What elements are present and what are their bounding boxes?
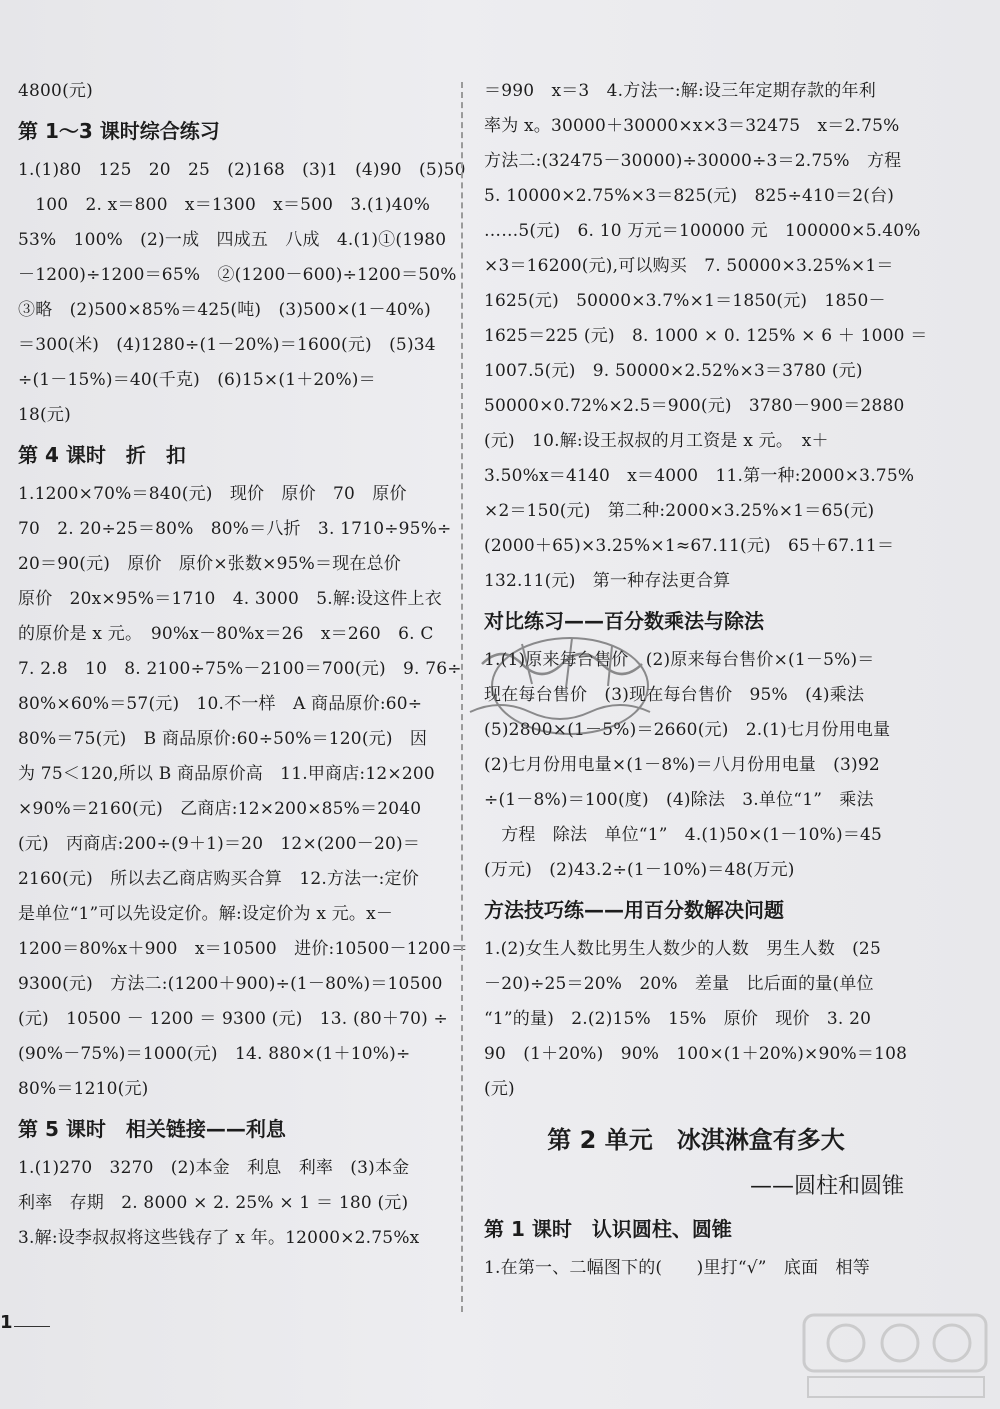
page-number: [0, 1312, 60, 1342]
page-number-rule: [14, 1326, 50, 1327]
text-line: ＝990 x＝3 4.方法一:解:设三年定期存款的年利: [484, 81, 876, 101]
left-column: [18, 74, 469, 1256]
text-line: 2160(元) 所以去乙商店购买合算 12.方法一:定价: [18, 869, 419, 889]
text-line: 100 2. x＝800 x＝1300 x＝500 3.(1)40%: [18, 195, 431, 215]
text-line: 90 (1＋20%) 90% 100×(1＋20%)×90%＝108: [484, 1044, 908, 1064]
text-line: 原价 20x×95%＝1710 4. 3000 5.解:设这件上衣: [18, 589, 442, 609]
text-line: 1625＝225 (元) 8. 1000 × 0. 125% × 6 ＋ 1000 ＝: [484, 326, 928, 346]
section-heading: 第 4 课时 折 扣: [18, 443, 186, 467]
text-line: (2000＋65)×3.25%×1≈67.11(元) 65＋67.11＝: [484, 536, 895, 556]
text-line: (5)2800×(1－5%)＝2660(元) 2.(1)七月份用电量: [484, 720, 891, 740]
text-line: 80%×60%＝57(元) 10.不一样 A 商品原价:60÷: [18, 694, 423, 714]
text-line: ＝300(米) (4)1280÷(1－20%)＝1600(元) (5)34: [18, 335, 436, 355]
text-line: “1”的量) 2.(2)15% 15% 原价 现价 3. 20: [484, 1009, 872, 1029]
text-line: (元): [484, 1079, 515, 1099]
text-line: 利率 存期 2. 8000 × 2. 25% × 1 ＝ 180 (元): [18, 1193, 409, 1213]
text-line: ÷(1－15%)＝40(千克) (6)15×(1＋20%)＝: [18, 370, 376, 390]
text-line: 9300(元) 方法二:(1200＋900)÷(1－80%)＝10500: [18, 974, 443, 994]
text-line: (90%－75%)＝1000(元) 14. 880×(1＋10%)÷: [18, 1044, 411, 1064]
handwritten-stamp: [452, 624, 682, 742]
text-line: ×3＝16200(元),可以购买 7. 50000×3.25%×1＝: [484, 256, 894, 276]
text-line: ÷(1－8%)＝100(度) (4)除法 3.单位“1” 乘法: [484, 790, 874, 810]
text-line: (元) 10.解:设王叔叔的月工资是 x 元。 x＋: [484, 431, 829, 451]
text-line: 1.(1)80 125 20 25 (2)168 (3)1 (4)90 (5)50: [18, 160, 466, 180]
watermark-logo: [800, 1311, 990, 1403]
section-heading: 对比练习——百分数乘法与除法: [484, 609, 764, 633]
text-line: 的原价是 x 元。 90%x－80%x＝26 x＝260 6. C: [18, 624, 434, 644]
text-line: ×2＝150(元) 第二种:2000×3.25%×1＝65(元): [484, 501, 875, 521]
section-heading: 第 1～3 课时综合练习: [18, 119, 220, 143]
text-line: －1200)÷1200＝65% ②(1200－600)÷1200＝50%: [18, 265, 457, 285]
text-line: 方程 除法 单位“1” 4.(1)50×(1－10%)＝45: [484, 825, 883, 845]
text-line: 1.(2)女生人数比男生人数少的人数 男生人数 (25: [484, 939, 881, 959]
text-line: 7. 2.8 10 8. 2100÷75%－2100＝700(元) 9. 76÷: [18, 659, 462, 679]
text-line: 70 2. 20÷25＝80% 80%＝八折 3. 1710÷95%÷: [18, 519, 452, 539]
text-line: 4800(元): [18, 81, 93, 101]
text-line: 80%＝1210(元): [18, 1079, 149, 1099]
text-line: 现在每台售价 (3)现在每台售价 95% (4)乘法: [484, 685, 865, 705]
text-line: 50000×0.72%×2.5＝900(元) 3780－900＝2880: [484, 396, 905, 416]
text-line: 3.解:设李叔叔将这些钱存了 x 年。12000×2.75%x: [18, 1228, 420, 1248]
text-line: 1.在第一、二幅图下的( )里打“√” 底面 相等: [484, 1258, 870, 1278]
page-number-text: 1: [0, 1312, 13, 1333]
text-line: 18(元): [18, 405, 71, 425]
text-line: 3.50%x＝4140 x＝4000 11.第一种:2000×3.75%: [484, 466, 915, 486]
section-heading: 第 5 课时 相关链接——利息: [18, 1117, 286, 1141]
text-line: ③略 (2)500×85%＝425(吨) (3)500×(1－40%): [18, 300, 431, 320]
text-line: 53% 100% (2)一成 四成五 八成 4.(1)①(1980: [18, 230, 447, 250]
text-line: 方法二:(32475－30000)÷30000÷3＝2.75% 方程: [484, 151, 902, 171]
text-line: (元) 丙商店:200÷(9＋1)＝20 12×(200－20)＝: [18, 834, 421, 854]
text-line: 1007.5(元) 9. 50000×2.52%×3＝3780 (元): [484, 361, 863, 381]
text-line: 132.11(元) 第一种存法更合算: [484, 571, 731, 591]
text-line: 5. 10000×2.75%×3＝825(元) 825÷410＝2(台): [484, 186, 895, 206]
text-line: ×90%＝2160(元) 乙商店:12×200×85%＝2040: [18, 799, 422, 819]
text-line: －20)÷25＝20% 20% 差量 比后面的量(单位: [484, 974, 874, 994]
text-line: ……5(元) 6. 10 万元＝100000 元 100000×5.40%: [484, 221, 921, 241]
text-line: 1625(元) 50000×3.7%×1＝1850(元) 1850－: [484, 291, 886, 311]
text-line: 1.(1)270 3270 (2)本金 利息 利率 (3)本金: [18, 1158, 410, 1178]
unit-subtitle: ——圆柱和圆锥: [749, 1174, 904, 1199]
text-line: 1.(1)原来每台售价 (2)原来每台售价×(1－5%)＝: [484, 650, 875, 670]
unit-title: 第 2 单元 冰淇淋盒有多大: [547, 1126, 845, 1154]
text-line: 为 75＜120,所以 B 商品原价高 11.甲商店:12×200: [18, 764, 435, 784]
text-line: 1.1200×70%＝840(元) 现价 原价 70 原价: [18, 484, 407, 504]
section-heading: 第 1 课时 认识圆柱、圆锥: [484, 1217, 732, 1241]
section-heading: 方法技巧练——用百分数解决问题: [484, 898, 784, 922]
text-line: 20＝90(元) 原价 原价×张数×95%＝现在总价: [18, 554, 402, 574]
text-line: 1200＝80%x＋900 x＝10500 进价:10500－1200＝: [18, 939, 469, 959]
text-line: 80%＝75(元) B 商品原价:60÷50%＝120(元) 因: [18, 729, 428, 749]
text-line: 是单位“1”可以先设定价。解:设定价为 x 元。x－: [18, 904, 394, 924]
text-line: (万元) (2)43.2÷(1－10%)＝48(万元): [484, 860, 795, 880]
text-line: (元) 10500 － 1200 ＝ 9300 (元) 13. (80＋70) ÷: [18, 1009, 448, 1029]
text-line: 率为 x。30000＋30000×x×3＝32475 x＝2.75%: [484, 116, 900, 136]
text-line: (2)七月份用电量×(1－8%)＝八月份用电量 (3)92: [484, 755, 880, 775]
